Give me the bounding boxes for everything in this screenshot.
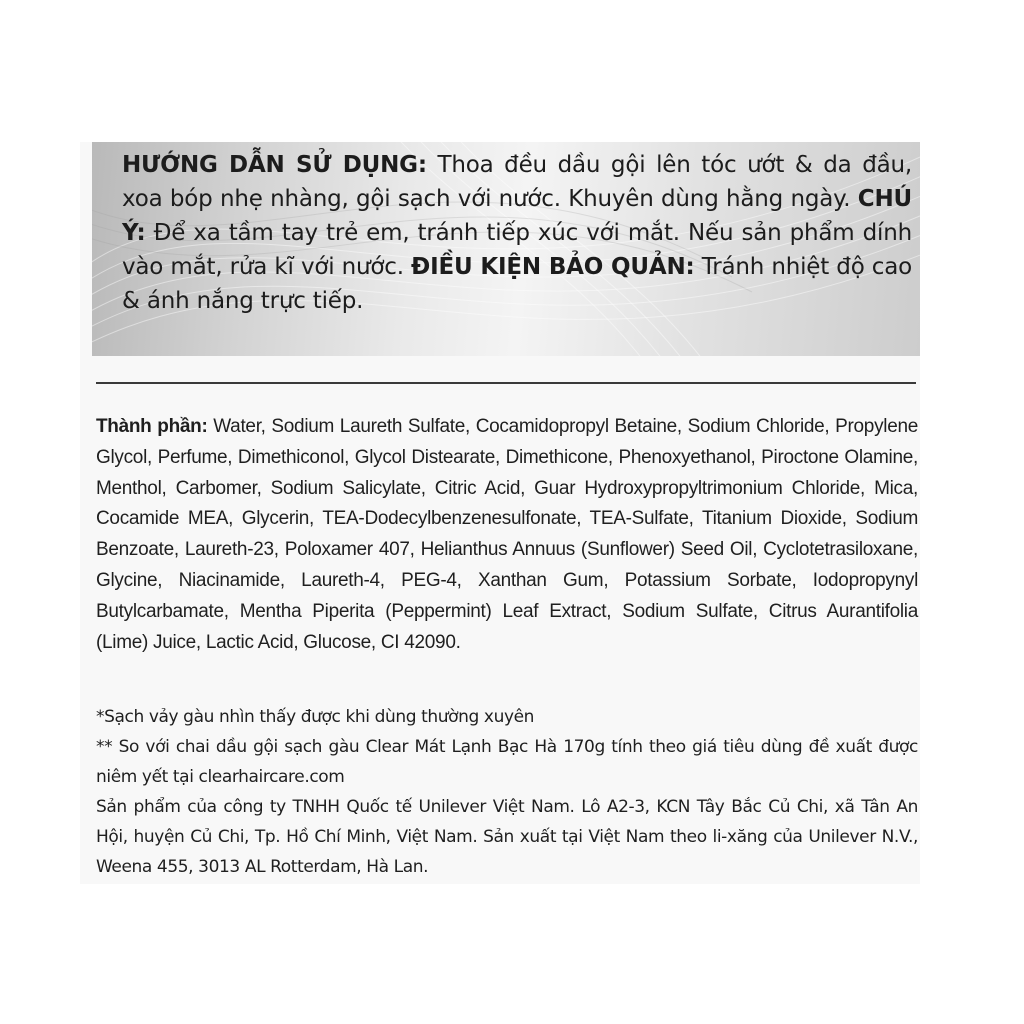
caution-text: Để xa tầm tay trẻ em, tránh tiếp xúc với mắt. Nếu sản phẩm dính vào mắt, rửa kĩ với nước. [122, 220, 912, 280]
usage-instructions-box [92, 142, 920, 356]
product-label [80, 142, 920, 884]
usage-heading: HƯỚNG DẪN SỬ DỤNG: [122, 152, 427, 178]
usage-text: Thoa đều dầu gội lên tóc ướt & da đầu, xoa bóp nhẹ nhàng, gội sạch với nước. Khuyên dùng hằng ngày. [122, 152, 912, 212]
section-divider [96, 382, 916, 384]
storage-heading: ĐIỀU KIỆN BẢO QUẢN: [411, 254, 695, 280]
storage-text: Tránh nhiệt độ cao & ánh nắng trực tiếp. [122, 254, 912, 314]
caution-heading: CHÚ Ý: [122, 186, 912, 246]
ingredients-label: Thành phần: [96, 416, 208, 437]
ingredients-paragraph [96, 412, 918, 658]
ingredients-list: Water, Sodium Laureth Sulfate, Cocamidopropyl Betaine, Sodium Chloride, Propylene Glycol, Perfume, Dimethiconol, Glycol Distearate, Dimethicone, Phenoxyethanol, Piroctone Olamine, Menthol, Carbomer, Sodium Salicylate, Citric Acid, Guar Hydroxypropyltrimonium Chloride, Mica, Cocamide MEA, Glycerin, TEA-Dodecylbenzenesulfonate, TEA-Sulfate, Titanium Dioxide, Sodium Benzoate, Laureth-23, Poloxamer 407, Helianthus Annuus (Sunflower) Seed Oil, Cyclotetrasiloxane, Glycine, Niacinamide, Laureth-4, PEG-4, Xanthan Gum, Potassium Sorbate, Iodopropynyl Butylcarbamate, Mentha Piperita (Peppermint) Leaf Extract, Sodium Sulfate, Citrus Aurantifolia (Lime) Juice, Lactic Acid, Glucose, CI 42090. [96, 416, 918, 653]
footnote-price-comparison: ** So với chai dầu gội sạch gàu Clear Mát Lạnh Bạc Hà 170g tính theo giá tiêu dùng đề xuất được niêm yết tại clearhaircare.com [96, 737, 918, 787]
footnote-dandruff: *Sạch vảy gàu nhìn thấy được khi dùng thường xuyên [96, 707, 535, 727]
manufacturer-info: Sản phẩm của công ty TNHH Quốc tế Unilever Việt Nam. Lô A2-3, KCN Tây Bắc Củ Chi, xã Tân An Hội, huyện Củ Chi, Tp. Hồ Chí Minh, Việt Nam. Sản xuất tại Việt Nam theo li-xăng của Unilever N.V., Weena 455, 3013 AL Rotterdam, Hà Lan. [96, 797, 918, 877]
usage-paragraph [122, 148, 912, 318]
footnotes [96, 702, 918, 882]
